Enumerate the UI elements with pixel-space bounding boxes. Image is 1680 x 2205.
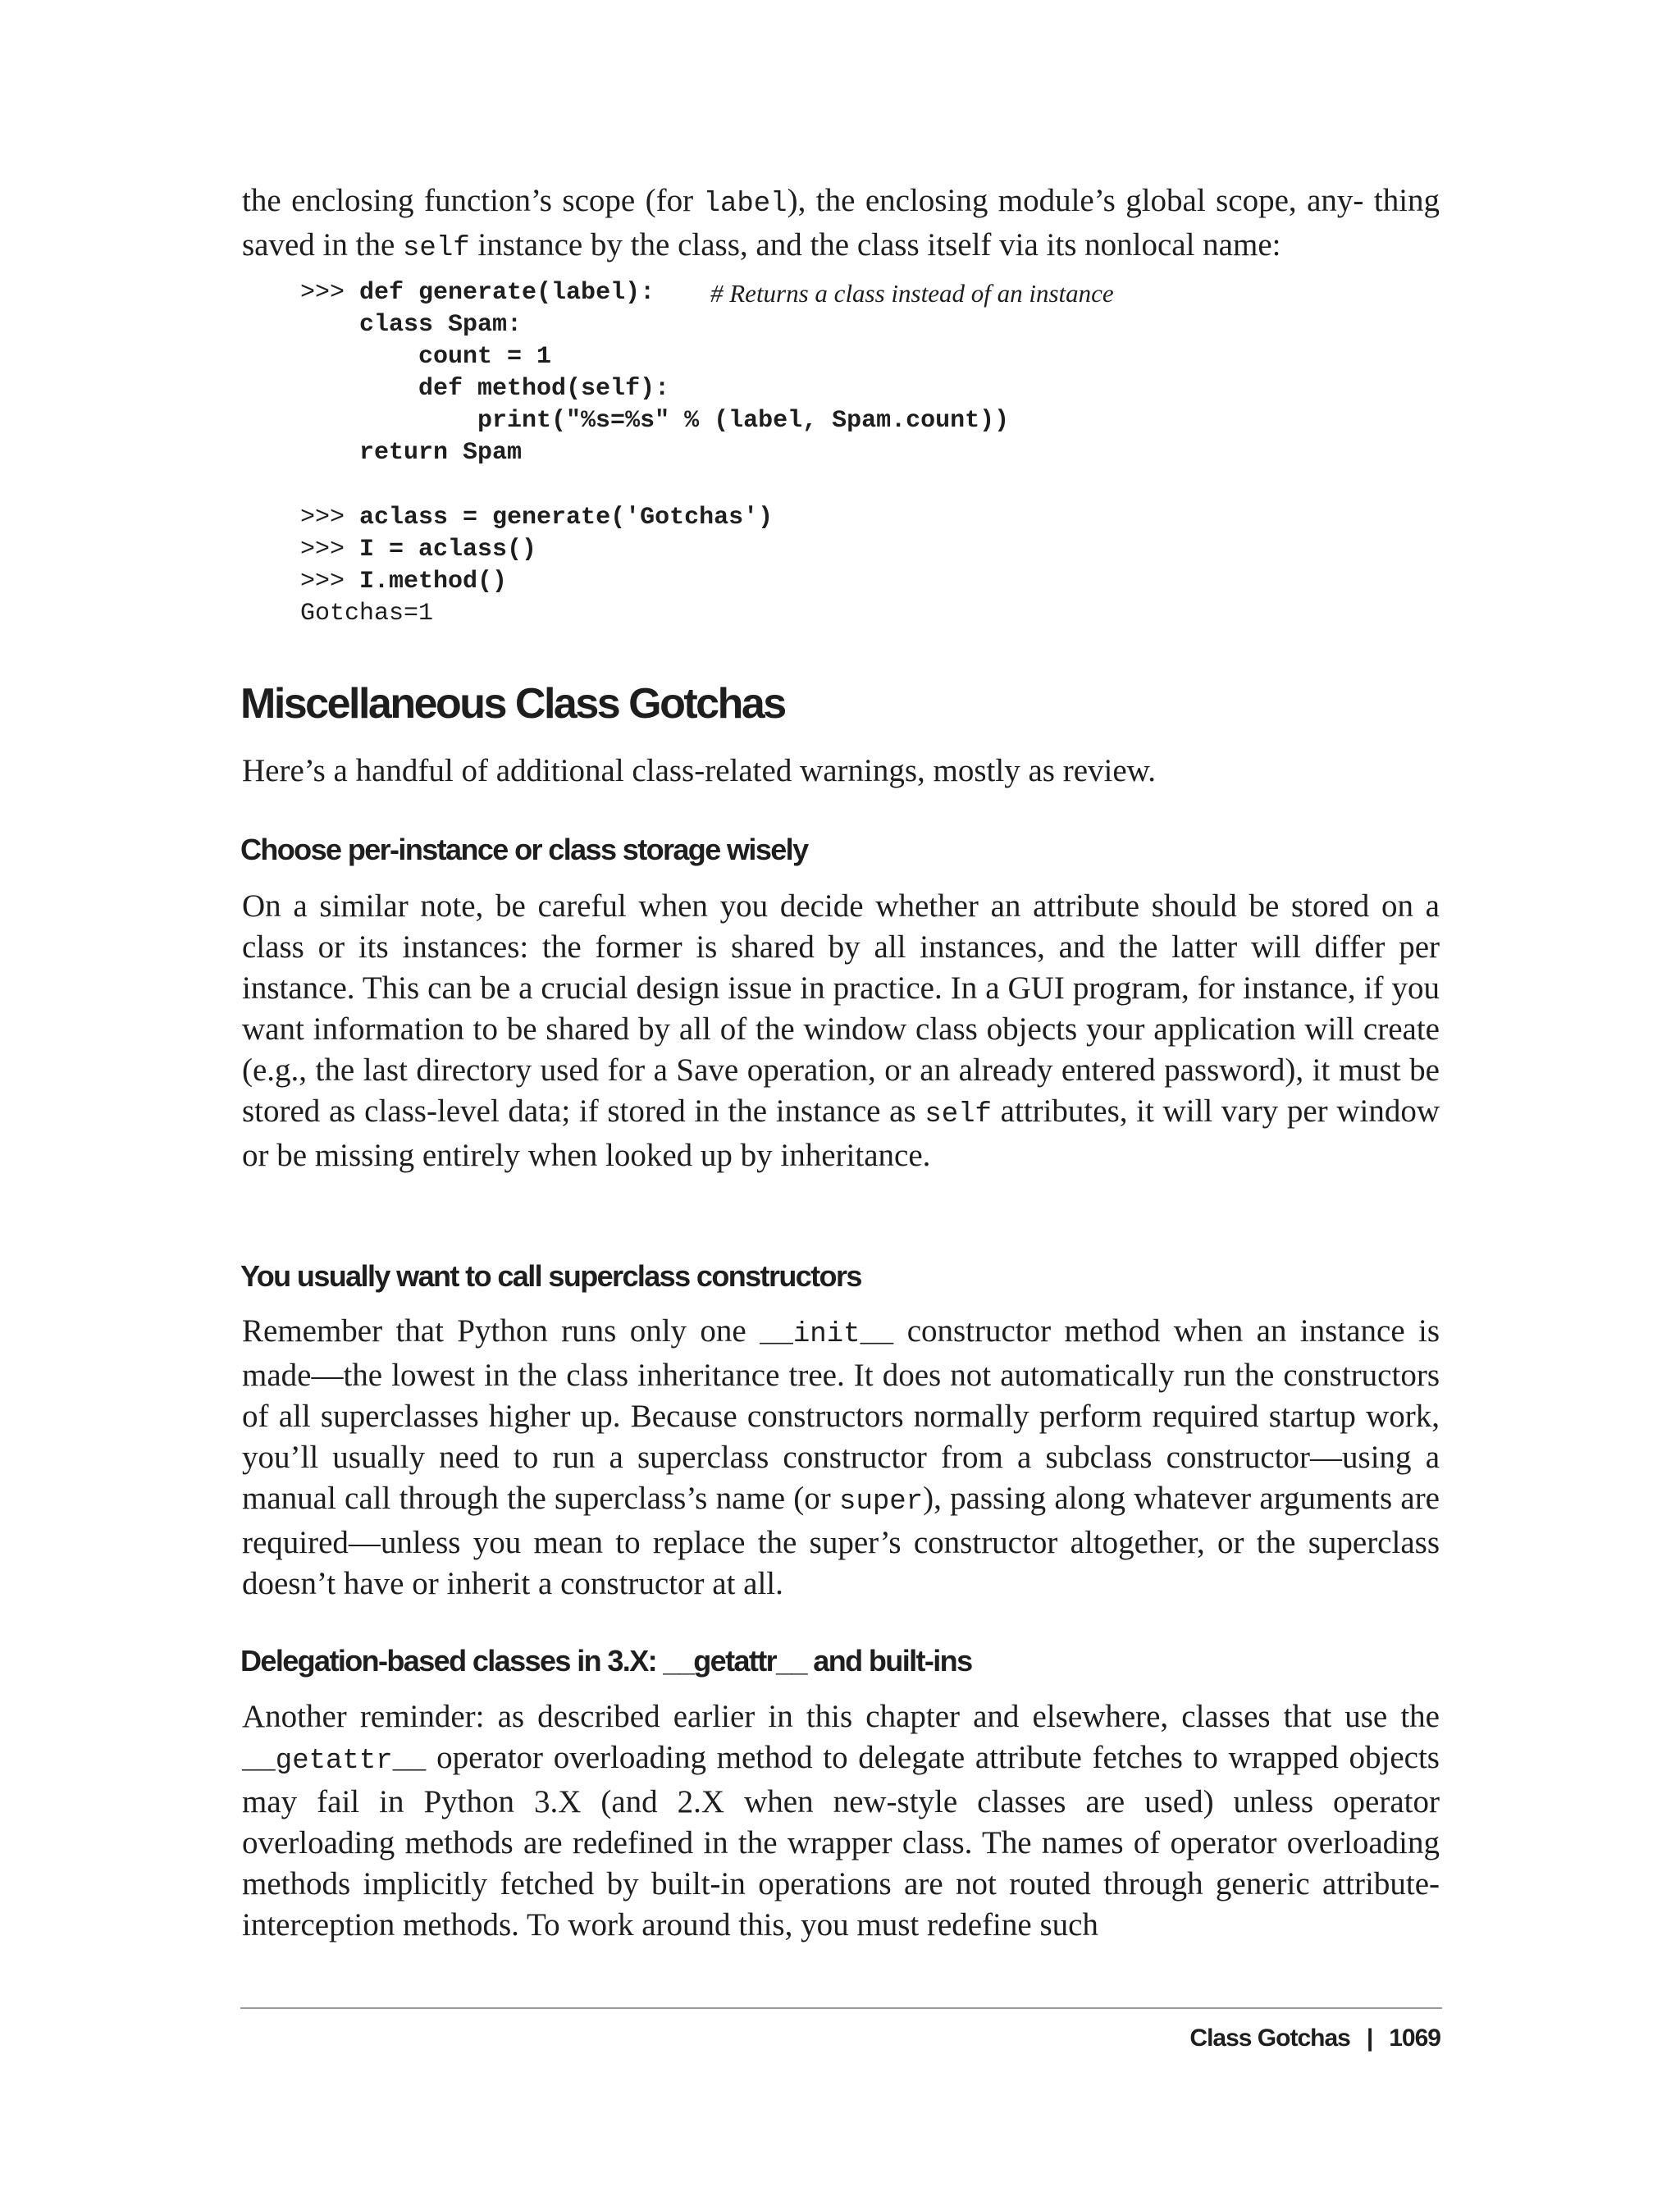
code-line: >>> I = aclass() [300,536,537,564]
code-comment: # Returns a class instead of an instance [710,279,1114,308]
intro-text: the enclosing function’s scope (for [242,183,704,218]
running-footer-title: Class Gotchas [1189,2025,1350,2052]
intro-text: instance by the class, and the class itself via its nonlocal name: [469,227,1281,262]
code-line: >>> I.method() [300,568,508,596]
intro-paragraph [242,180,1440,269]
inline-code-label: label [703,189,788,220]
code-line: count = 1 [300,343,552,371]
subsection-title-storage: Choose per-instance or class storage wisely [240,833,808,866]
subsection-paragraph-storage: On a similar note, be careful when you decide whether an attribute should be stored on a class or its instances: the former is shared by all instances, and the latter will differ per instance. This can be a crucial design issue in practice. In a GUI program, for instance, if you want information to be shared by all of the window class objects your application will create (e.g., the last directory used for a Save operation, or an already entered password), it must be stored as class-level data; if stored in the instance as self attributes, it will vary per window or be missing entirely when looked up by inheritance. [242,888,1440,1173]
code-output-line: Gotchas=1 [300,600,434,628]
code-blank-line [300,469,1009,502]
subsection-title-constructors: You usually want to call superclass constructors [240,1259,861,1293]
inline-code-self: self [924,1099,992,1130]
page-footer [1189,2025,1440,2052]
code-line: class Spam: [300,311,523,339]
inline-code-init: __init__ [760,1319,894,1350]
section-intro: Here’s a handful of additional class-related warnings, mostly as review. [242,753,1157,788]
subsection-title-delegation: Delegation-based classes in 3.X: __getattr__ and built-ins [240,1644,972,1678]
code-listing [300,277,1114,630]
section-title: Miscellaneous Class Gotchas [240,680,785,728]
code-line: print("%s=%s" % (label, Spam.count)) [300,407,1010,435]
inline-code-super: super [839,1486,924,1518]
code-line: >>> def generate(label): # Returns a class instead of an instance [300,279,1114,308]
code-line: return Spam [300,439,523,467]
code-line: def method(self): [300,375,670,403]
footer-divider [240,2007,1442,2009]
code-line: >>> aclass = generate('Gotchas') [300,504,774,532]
subsection-paragraph-delegation: Another reminder: as described earlier in this chapter and elsewhere, classes that use the __getattr__ operator overloading method to delegate attribute fetches to wrapped objects may fail in Python 3.X (and 2.X when new-style classes are used) unless operator overloading methods are redefined in the wrapper class. The names of operator overloading methods implicitly fetched by built-in operations are not routed through generic attribute-interception methods. To work around this, you must redefine such [242,1699,1440,1942]
footer-separator: | [1366,2025,1373,2052]
inline-code-self: self [403,233,470,264]
inline-code-getattr: __getattr__ [242,1746,427,1777]
subsection-paragraph-constructors: Remember that Python runs only one __init__ constructor method when an instance is made—the lowest in the class inheritance tree. It does not automatically run the constructors of all superclasses higher up. Because constructors normally perform required startup work, you’ll usually need to run a superclass constructor from a subclass constructor—using a manual call through the superclass’s name (or super), passing along whatever arguments are required—unless you mean to replace the super’s constructor altogether, or the superclass doesn’t have or inherit a constructor at all. [242,1313,1440,1601]
intro-text: thing saved in the [242,183,1440,262]
intro-text: ), the enclosing module’s global scope, any- [787,183,1364,218]
page-number: 1069 [1389,2025,1440,2052]
